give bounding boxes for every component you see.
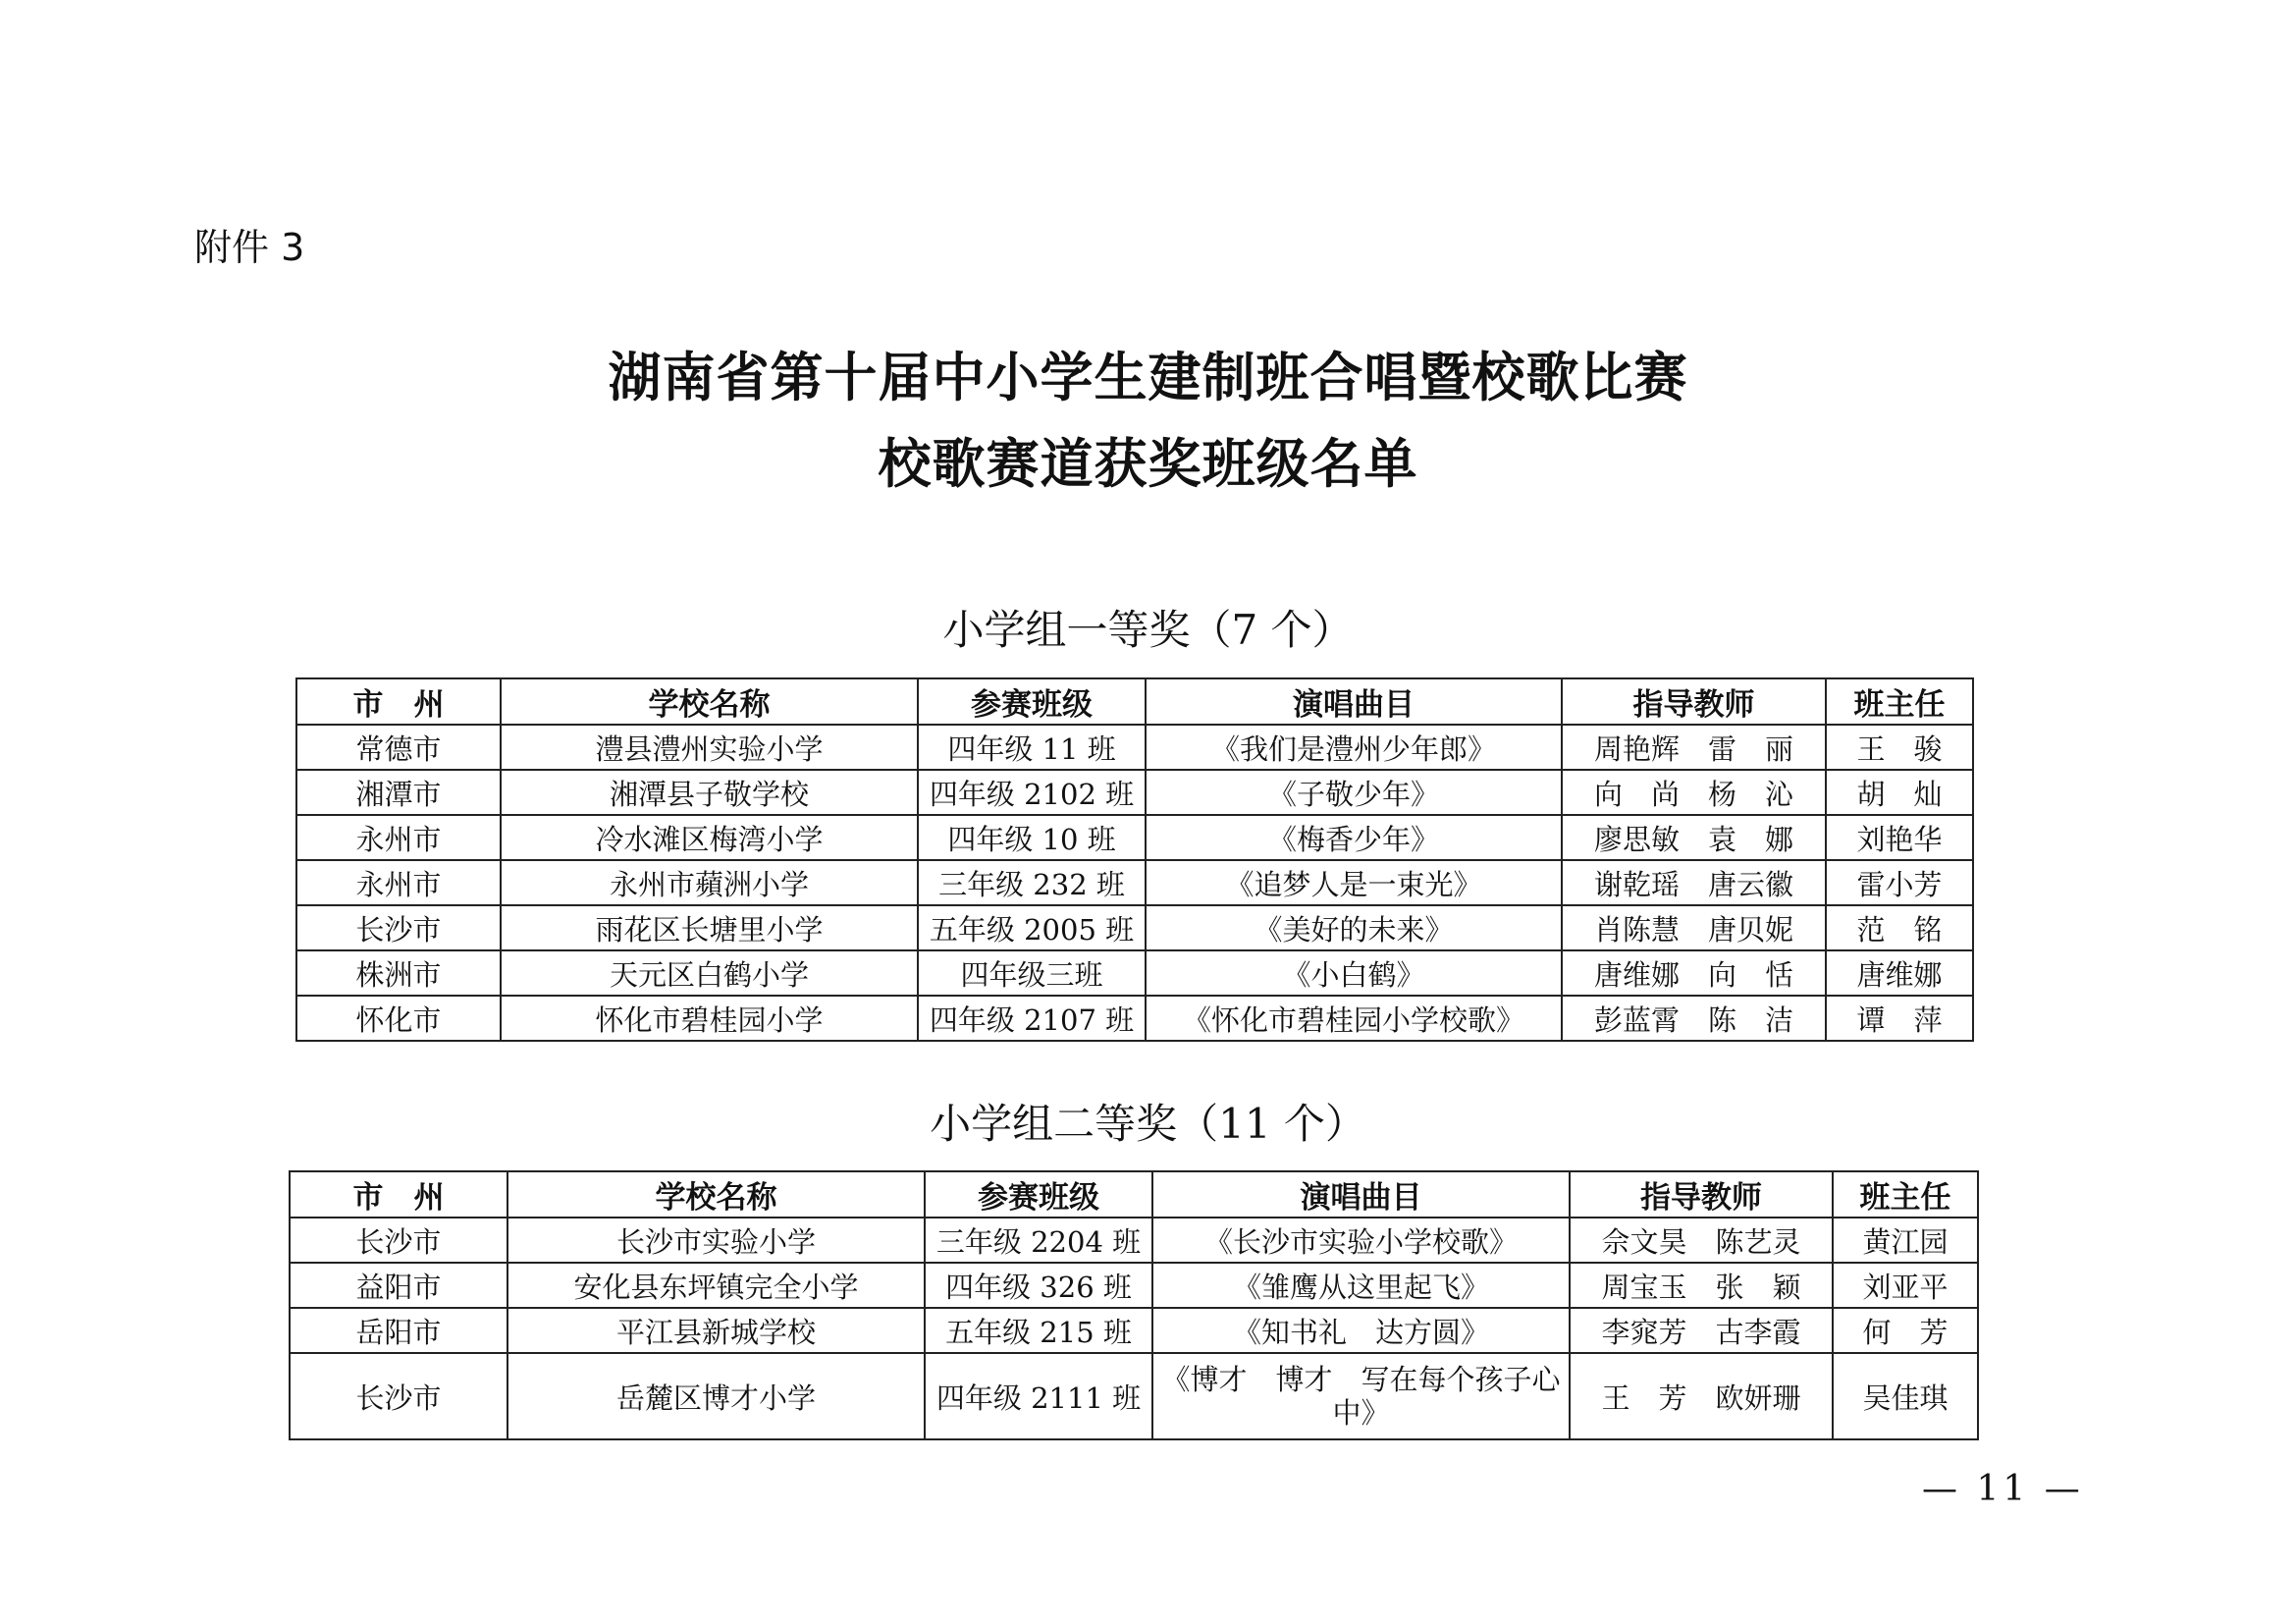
cell-class: 四年级 326 班	[925, 1263, 1152, 1308]
cell-city: 长沙市	[290, 1353, 507, 1439]
cell-school: 永州市蘋洲小学	[501, 860, 918, 905]
table-row	[290, 1263, 1978, 1308]
column-header-class: 参赛班级	[918, 678, 1146, 725]
cell-city: 长沙市	[290, 1218, 507, 1263]
column-header-head-teacher: 班主任	[1833, 1171, 1978, 1218]
cell-song: 《美好的未来》	[1146, 905, 1562, 950]
table-row	[290, 1218, 1978, 1263]
document-title-line1: 湖南省第十届中小学生建制班合唱暨校歌比赛	[608, 347, 1688, 408]
cell-school: 安化县东坪镇完全小学	[507, 1263, 925, 1308]
cell-class: 四年级 2111 班	[925, 1353, 1152, 1439]
attachment-label: 附件 3	[194, 226, 305, 269]
cell-teacher: 李窕芳 古李霞	[1570, 1308, 1833, 1353]
cell-teacher: 周宝玉 张 颖	[1570, 1263, 1833, 1308]
cell-head-teacher: 刘亚平	[1833, 1263, 1978, 1308]
column-header-teacher: 指导教师	[1570, 1171, 1833, 1218]
cell-teacher: 佘文昊 陈艺灵	[1570, 1218, 1833, 1263]
table-row	[290, 1308, 1978, 1353]
table-header-row	[290, 1171, 1978, 1218]
section1-title: 小学组一等奖（7 个）	[942, 606, 1354, 654]
column-header-song: 演唱曲目	[1152, 1171, 1570, 1218]
cell-head-teacher: 唐维娜	[1826, 950, 1973, 996]
cell-city: 益阳市	[290, 1263, 507, 1308]
cell-teacher: 谢乾瑶 唐云徽	[1562, 860, 1826, 905]
table-row	[296, 905, 1973, 950]
cell-head-teacher: 刘艳华	[1826, 815, 1973, 860]
table-row	[296, 996, 1973, 1041]
cell-city: 永州市	[296, 860, 501, 905]
second-prize-table	[289, 1170, 1979, 1440]
cell-head-teacher: 黄江园	[1833, 1218, 1978, 1263]
column-header-school: 学校名称	[501, 678, 918, 725]
cell-class: 四年级 2102 班	[918, 770, 1146, 815]
cell-city: 常德市	[296, 725, 501, 770]
table-row	[296, 725, 1973, 770]
cell-school: 长沙市实验小学	[507, 1218, 925, 1263]
cell-city: 长沙市	[296, 905, 501, 950]
cell-city: 株洲市	[296, 950, 501, 996]
table-header-row	[296, 678, 1973, 725]
cell-school: 雨花区长塘里小学	[501, 905, 918, 950]
column-header-school: 学校名称	[507, 1171, 925, 1218]
cell-school: 澧县澧州实验小学	[501, 725, 918, 770]
cell-school: 冷水滩区梅湾小学	[501, 815, 918, 860]
cell-song: 《博才 博才 写在每个孩子心中》	[1152, 1353, 1570, 1439]
table-row	[296, 815, 1973, 860]
cell-head-teacher: 吴佳琪	[1833, 1353, 1978, 1439]
cell-song: 《小白鹤》	[1146, 950, 1562, 996]
cell-city: 永州市	[296, 815, 501, 860]
table-row	[296, 860, 1973, 905]
cell-class: 三年级 2204 班	[925, 1218, 1152, 1263]
cell-school: 怀化市碧桂园小学	[501, 996, 918, 1041]
section2-title: 小学组二等奖（11 个）	[930, 1100, 1366, 1148]
cell-school: 湘潭县子敬学校	[501, 770, 918, 815]
cell-teacher: 廖思敏 袁 娜	[1562, 815, 1826, 860]
cell-class: 五年级 2005 班	[918, 905, 1146, 950]
cell-song: 《子敬少年》	[1146, 770, 1562, 815]
cell-song: 《追梦人是一束光》	[1146, 860, 1562, 905]
column-header-class: 参赛班级	[925, 1171, 1152, 1218]
cell-city: 湘潭市	[296, 770, 501, 815]
column-header-teacher: 指导教师	[1562, 678, 1826, 725]
table-row	[290, 1353, 1978, 1439]
cell-song: 《雏鹰从这里起飞》	[1152, 1263, 1570, 1308]
cell-teacher: 向 尚 杨 沁	[1562, 770, 1826, 815]
cell-teacher: 王 芳 欧妍珊	[1570, 1353, 1833, 1439]
cell-song: 《怀化市碧桂园小学校歌》	[1146, 996, 1562, 1041]
cell-head-teacher: 胡 灿	[1826, 770, 1973, 815]
cell-song: 《长沙市实验小学校歌》	[1152, 1218, 1570, 1263]
cell-class: 四年级 11 班	[918, 725, 1146, 770]
page-number: — 11 —	[1922, 1469, 2084, 1509]
cell-school: 天元区白鹤小学	[501, 950, 918, 996]
column-header-head-teacher: 班主任	[1826, 678, 1973, 725]
first-prize-table	[295, 677, 1974, 1042]
cell-song: 《知书礼 达方圆》	[1152, 1308, 1570, 1353]
column-header-city: 市 州	[296, 678, 501, 725]
cell-class: 三年级 232 班	[918, 860, 1146, 905]
cell-class: 五年级 215 班	[925, 1308, 1152, 1353]
table-row	[296, 770, 1973, 815]
cell-teacher: 肖陈慧 唐贝妮	[1562, 905, 1826, 950]
cell-school: 岳麓区博才小学	[507, 1353, 925, 1439]
cell-song: 《我们是澧州少年郎》	[1146, 725, 1562, 770]
cell-city: 怀化市	[296, 996, 501, 1041]
table-row	[296, 950, 1973, 996]
cell-city: 岳阳市	[290, 1308, 507, 1353]
document-title-line2: 校歌赛道获奖班级名单	[878, 433, 1418, 495]
cell-song: 《梅香少年》	[1146, 815, 1562, 860]
cell-head-teacher: 王 骏	[1826, 725, 1973, 770]
cell-class: 四年级 2107 班	[918, 996, 1146, 1041]
cell-head-teacher: 雷小芳	[1826, 860, 1973, 905]
column-header-song: 演唱曲目	[1146, 678, 1562, 725]
column-header-city: 市 州	[290, 1171, 507, 1218]
cell-head-teacher: 谭 萍	[1826, 996, 1973, 1041]
cell-teacher: 唐维娜 向 恬	[1562, 950, 1826, 996]
cell-head-teacher: 何 芳	[1833, 1308, 1978, 1353]
cell-class: 四年级 10 班	[918, 815, 1146, 860]
cell-head-teacher: 范 铭	[1826, 905, 1973, 950]
cell-school: 平江县新城学校	[507, 1308, 925, 1353]
cell-teacher: 彭蓝霄 陈 洁	[1562, 996, 1826, 1041]
cell-class: 四年级三班	[918, 950, 1146, 996]
cell-teacher: 周艳辉 雷 丽	[1562, 725, 1826, 770]
